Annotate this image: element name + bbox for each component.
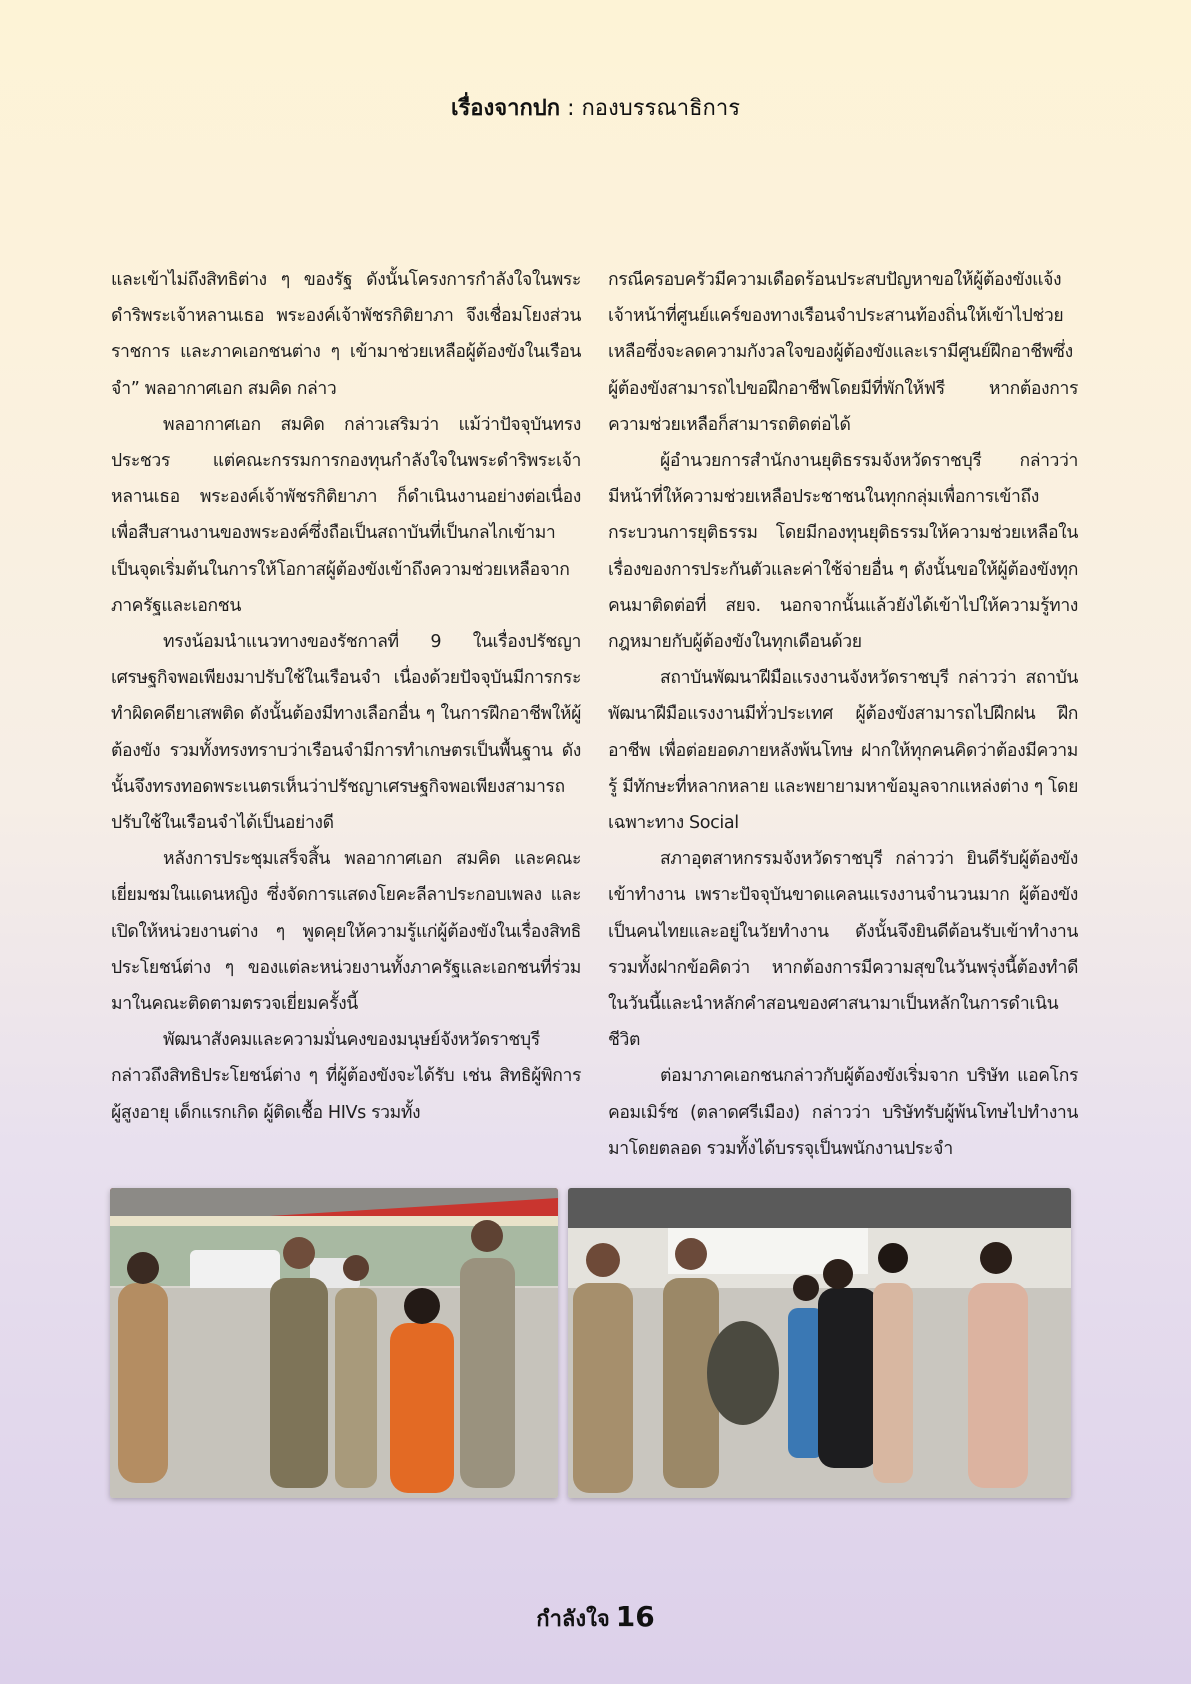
header-separator: : [560, 96, 582, 121]
paragraph: พัฒนาสังคมและความมั่นคงของมนุษย์จังหวัดราชบุรี กล่าวถึงสิทธิประโยชน์ต่าง ๆ ที่ผู้ต้องขังจะได้รับ เช่น สิทธิผู้พิการ ผู้สูงอายุ เด็กแรกเกิด ผู้ติดเชื้อ HIVs รวมทั้ง [111, 1030, 581, 1123]
left-text-column [111, 262, 581, 1131]
paragraph: กรณีครอบครัวมีความเดือดร้อนประสบปัญหาขอให้ผู้ต้องขังแจ้งเจ้าหน้าที่ศูนย์แคร์ของทางเรือนจำประสานท้องถิ่นให้เข้าไปช่วยเหลือซึ่งจะลดความกังวลใจของผู้ต้องขังและเรามีศูนย์ฝึกอาชีพซึ่งผู้ต้องขังสามารถไปขอฝึกอาชีพโดยมีที่พักให้ฟรี หากต้องการความช่วยเหลือก็สามารถติดต่อได้ [608, 270, 1078, 435]
photo-officials-talking [110, 1188, 558, 1498]
magazine-name: กำลังใจ [536, 1607, 610, 1632]
paragraph: ต่อมาภาคเอกชนกล่าวกับผู้ต้องขังเริ่มจาก บริษัท แอคโกร คอมเมิร์ซ (ตลาดศรีเมือง) กล่าวว่า บริษัทรับผู้พ้นโทษไปทำงานมาโดยตลอด รวมทั้งได้บรรจุเป็นพนักงานประจำ [608, 1066, 1078, 1159]
page-number: 16 [615, 1600, 655, 1633]
photo-handing-bag [568, 1188, 1071, 1498]
paragraph: ผู้อำนวยการสำนักงานยุติธรรมจังหวัดราชบุรี กล่าวว่า มีหน้าที่ให้ความช่วยเหลือประชาชนในทุกกลุ่มเพื่อการเข้าถึงกระบวนการยุติธรรม โดยมีกองทุนยุติธรรมให้ความช่วยเหลือในเรื่องของการประกันตัวและค่าใช้จ่ายอื่น ๆ ดังนั้นขอให้ผู้ต้องขังทุกคนมาติดต่อที่ สยจ. นอกจากนั้นแล้วยังได้เข้าไปให้ความรู้ทางกฎหมายกับผู้ต้องขังในทุกเดือนด้วย [608, 451, 1078, 653]
paragraph: สภาอุตสาหกรรมจังหวัดราชบุรี กล่าวว่า ยินดีรับผู้ต้องขังเข้าทำงาน เพราะปัจจุบันขาดแคลนแรงงานจำนวนมาก ผู้ต้องขังเป็นคนไทยและอยู่ในวัยทำงาน ดังนั้นจึงยินดีต้อนรับเข้าทำงาน รวมทั้งฝากข้อคิดว่า หากต้องการมีความสุขในวันพรุ่งนี้ต้องทำดีในวันนี้และนำหลักคำสอนของศาสนามาเป็นหลักในการดำเนินชีวิต [608, 849, 1078, 1051]
paragraph: และเข้าไม่ถึงสิทธิต่าง ๆ ของรัฐ ดังนั้นโครงการกำลังใจในพระดำริพระเจ้าหลานเธอ พระองค์เจ้าพัชรกิติยาภา จึงเชื่อมโยงส่วนราชการ และภาคเอกชนต่าง ๆ เข้ามาช่วยเหลือผู้ต้องขังในเรือนจำ” พลอากาศเอก สมคิด กล่าว [111, 270, 581, 399]
paragraph: ทรงน้อมนำแนวทางของรัชกาลที่ 9 ในเรื่องปรัชญาเศรษฐกิจพอเพียงมาปรับใช้ในเรือนจำ เนื่องด้วยปัจจุบันมีการกระทำผิดคดียาเสพติด ดังนั้นต้องมีทางเลือกอื่น ๆ ในการฝึกอาชีพให้ผู้ต้องขัง รวมทั้งทรงทราบว่าเรือนจำมีการทำเกษตรเป็นพื้นฐาน ดังนั้นจึงทรงทอดพระเนตรเห็นว่าปรัชญาเศรษฐกิจพอเพียงสามารถปรับใช้ในเรือนจำได้เป็นอย่างดี [111, 632, 581, 834]
photo-image [110, 1188, 558, 1498]
paragraph: พลอากาศเอก สมคิด กล่าวเสริมว่า แม้ว่าปัจจุบันทรงประชวร แต่คณะกรรมการกองทุนกำลังใจในพระดำริพระเจ้าหลานเธอ พระองค์เจ้าพัชรกิติยาภา ก็ดำเนินงานอย่างต่อเนื่อง เพื่อสืบสานงานของพระองค์ซึ่งถือเป็นสถาบันที่เป็นกลไกเข้ามาเป็นจุดเริ่มต้นในการให้โอกาสผู้ต้องขังเข้าถึงความช่วยเหลือจากภาครัฐและเอกชน [111, 414, 581, 616]
paragraph: หลังการประชุมเสร็จสิ้น พลอากาศเอก สมคิด และคณะเยี่ยมชมในแดนหญิง ซึ่งจัดการแสดงโยคะลีลาประกอบเพลง และเปิดให้หน่วยงานต่าง ๆ พูดคุยให้ความรู้แก่ผู้ต้องขังในเรื่องสิทธิประโยชน์ต่าง ๆ ของแต่ละหน่วยงานทั้งภาครัฐและเอกชนที่ร่วมมาในคณะติดตามตรวจเยี่ยมครั้งนี้ [111, 849, 581, 1015]
page-footer [0, 1600, 1191, 1636]
photo-image [568, 1188, 1071, 1498]
right-text-column [608, 262, 1078, 1167]
author-credit: กองบรรณาธิการ [581, 96, 741, 121]
page-header [0, 90, 1191, 125]
section-title: เรื่องจากปก [450, 96, 561, 121]
paragraph: สถาบันพัฒนาฝีมือแรงงานจังหวัดราชบุรี กล่าวว่า สถาบันพัฒนาฝีมือแรงงานมีทั่วประเทศ ผู้ต้องขังสามารถไปฝึกฝน ฝึกอาชีพ เพื่อต่อยอดภายหลังพ้นโทษ ฝากให้ทุกคนคิดว่าต้องมีความรู้ มีทักษะที่หลากหลาย และพยายามหาข้อมูลจากแหล่งต่าง ๆ โดยเฉพาะทาง Social [608, 668, 1078, 834]
